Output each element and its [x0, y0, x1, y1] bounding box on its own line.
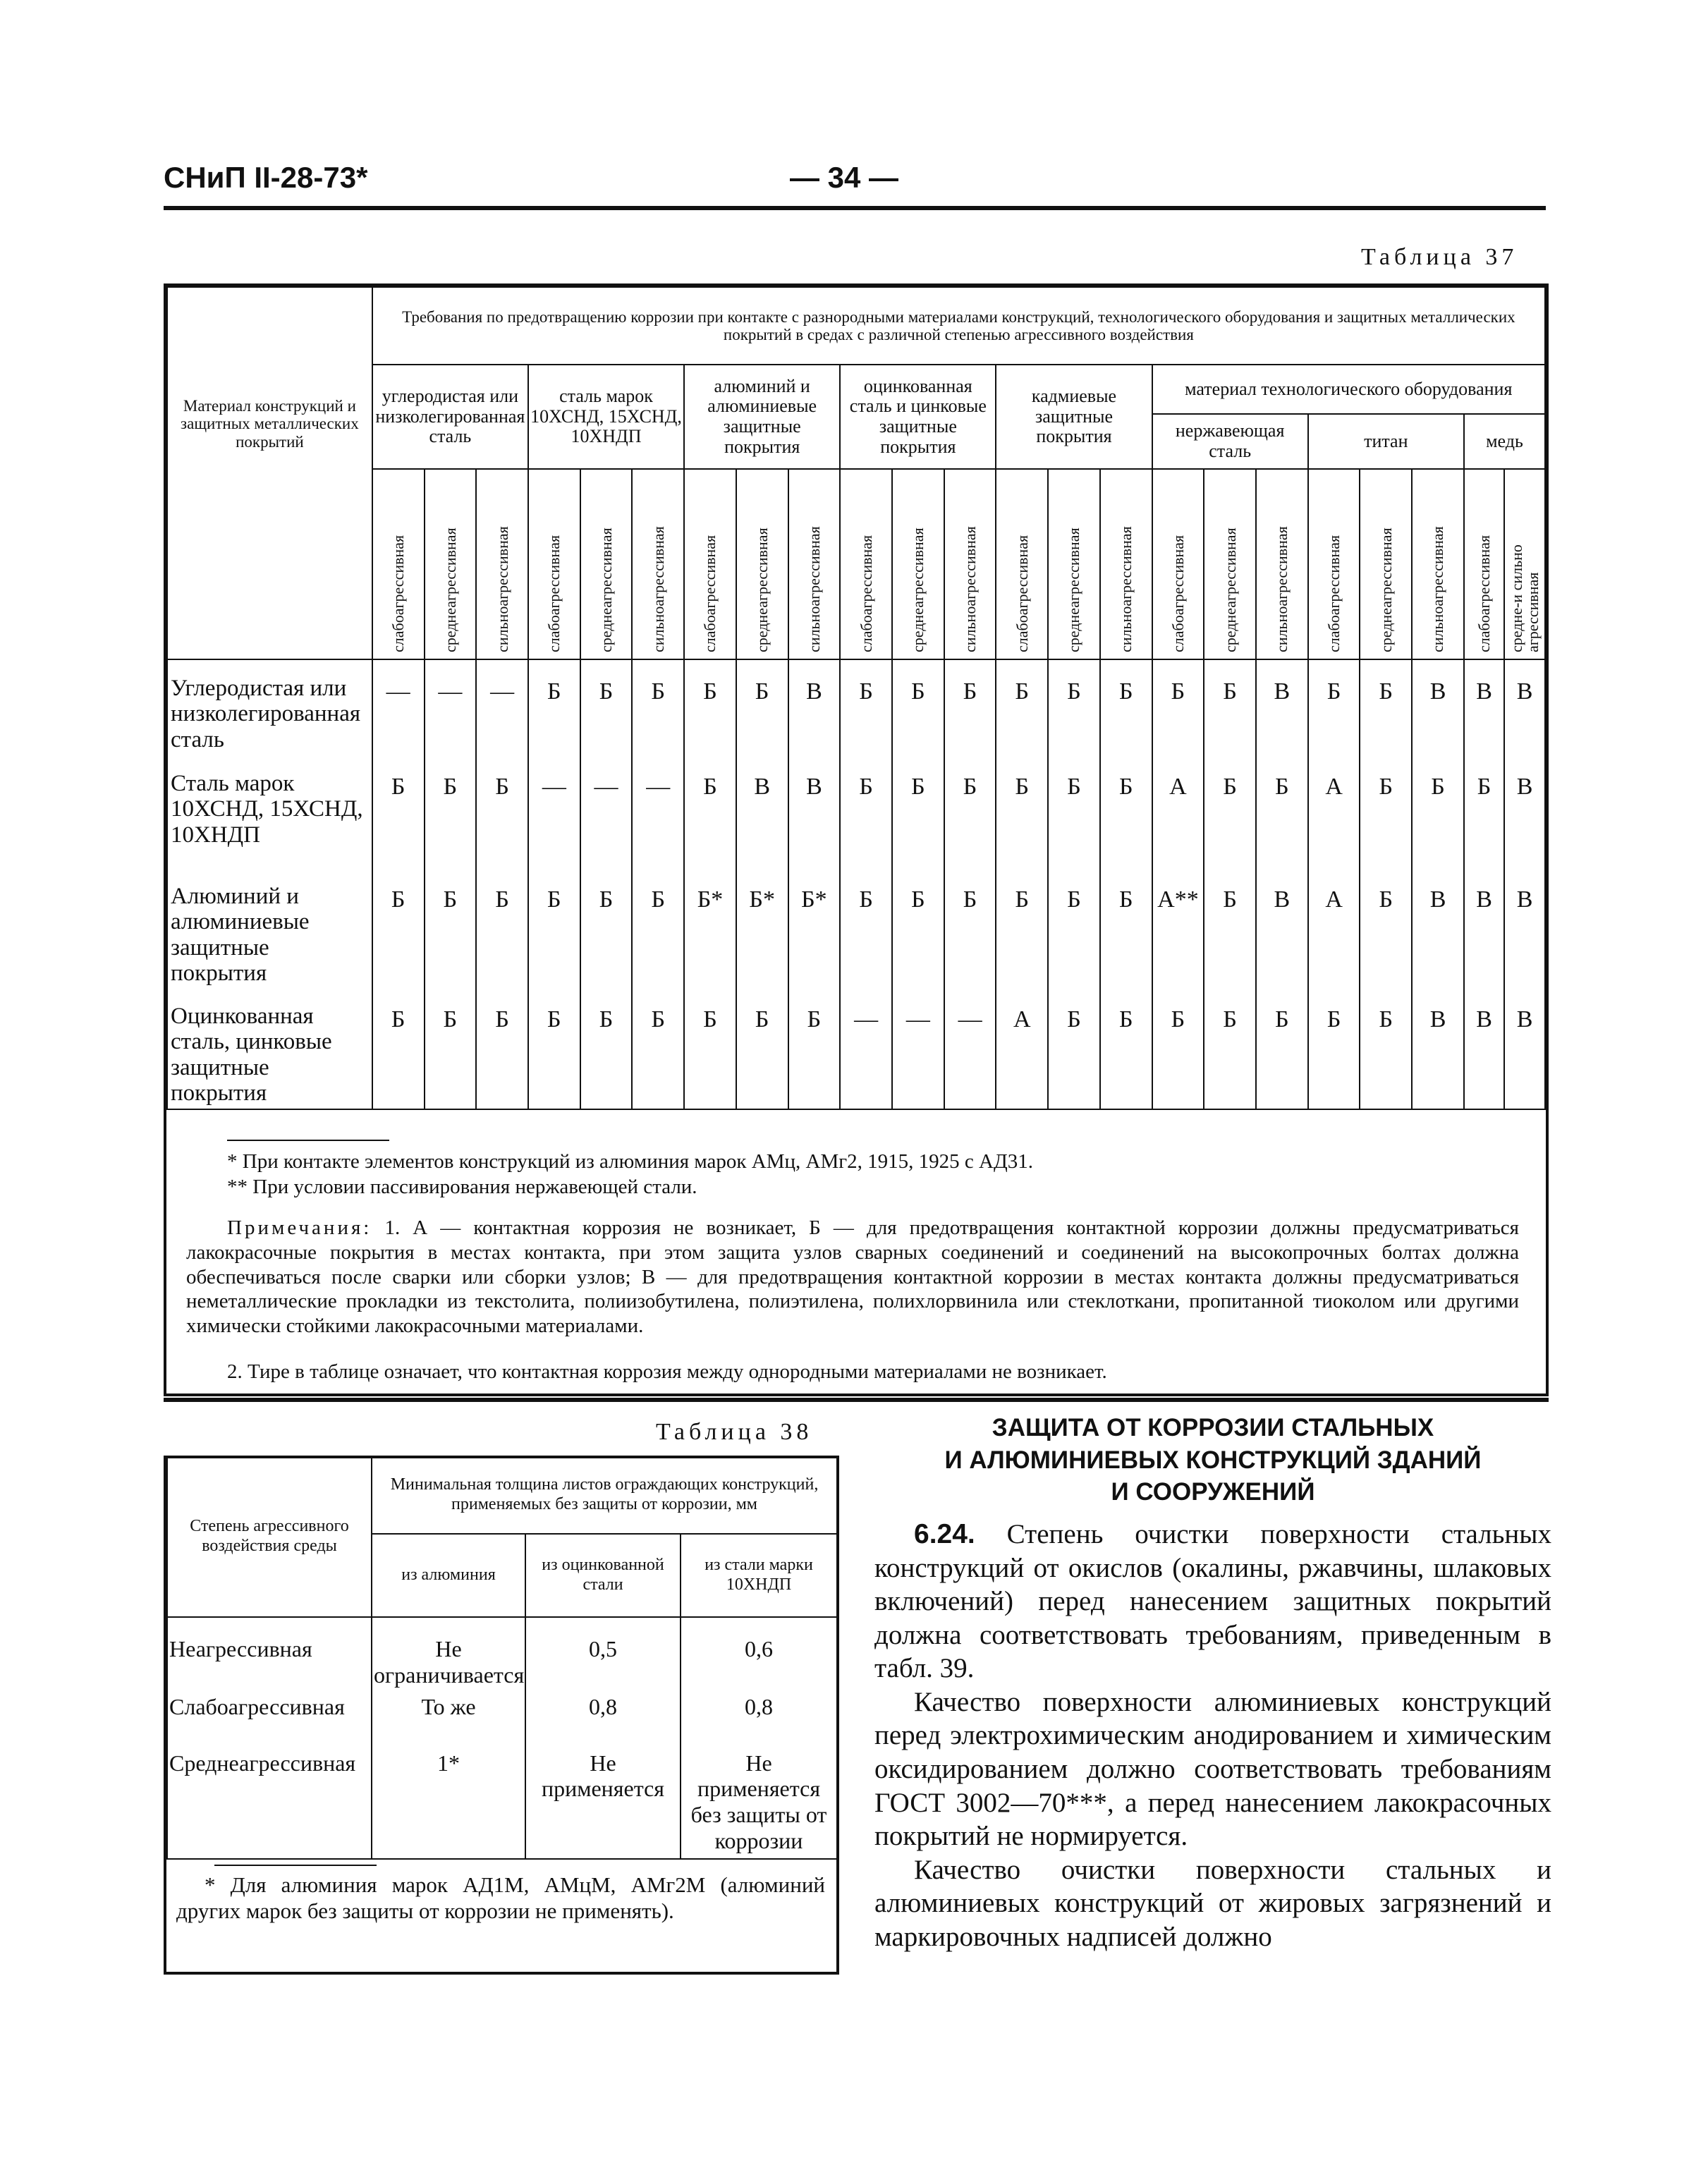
table37-cell: —: [840, 988, 892, 1109]
paragraph: Качество поверхности алюминиевых конструкций перед электрохимическим анодированием и химическим оксидированием должно соответствовать требованиям ГОСТ 3002—70***, а перед нанесением лакокрасочных покрытий не нормируется.: [874, 1686, 1551, 1852]
env-medium: среднеагрессивная: [1360, 469, 1412, 659]
table37-cell: Б: [1100, 659, 1152, 755]
table37-cell: В: [1412, 988, 1464, 1109]
table37-cell: Б: [528, 988, 580, 1109]
table37-cell: А: [996, 988, 1048, 1109]
table-row: [167, 1746, 837, 1859]
table37-cell: Б: [425, 868, 477, 988]
table37-super-header: Требования по предотвращению коррозии при контакте с разнородными материалами конструкций, технологического оборудования и защитных металлических покрытий в средах с различной степенью агрессивного воздействия: [372, 287, 1545, 365]
table37-cell: Б: [892, 868, 944, 988]
table37-cell: —: [476, 659, 528, 755]
table37-cell: В: [788, 755, 841, 868]
table37-cell: Б: [1048, 755, 1100, 868]
env-strong: сильноагрессивная: [944, 469, 996, 659]
table37-cell: Б: [1256, 755, 1308, 868]
table37-cell: Б: [1360, 755, 1412, 868]
footnote-2: ** При условии пассивирования нержавеющей стали.: [227, 1176, 697, 1198]
paragraph-text: Степень очистки поверхности стальных конструкций от окислов (окалины, ржавчины, шлаковых включений) перед нанесением защитных покрытий должна соответствовать требованиям, приведенным в табл. 39.: [874, 1519, 1552, 1684]
table38-cell: Не применяется: [525, 1746, 681, 1859]
table37-cell: Б*: [684, 868, 736, 988]
section-title: [874, 1412, 1551, 1508]
subgroup-stainless: нержавеющая сталь: [1152, 414, 1308, 469]
env-medium: среднеагрессивная: [580, 469, 633, 659]
env-strong: сильноагрессивная: [1412, 469, 1464, 659]
table37-cell: Б: [580, 659, 633, 755]
env-medium: среднеагрессивная: [1048, 469, 1100, 659]
table37-cell: Б: [1100, 988, 1152, 1109]
table37-cell: Б: [1100, 755, 1152, 868]
table37-cell: В: [1464, 868, 1504, 988]
env-weak: слабоагрессивная: [1152, 469, 1204, 659]
table37-cell: Б: [1360, 868, 1412, 988]
note-2: 2. Тире в таблице означает, что контактная коррозия между однородными материалами не возникает.: [227, 1360, 1107, 1383]
footnote-1: * При контакте элементов конструкций из алюминия марок АМц, АМг2, 1915, 1925 с АД31.: [227, 1150, 1033, 1173]
table37-cell: Б: [372, 755, 425, 868]
table37-cell: В: [1256, 868, 1308, 988]
table37-cell: Б: [736, 659, 788, 755]
table38-cell: 0,6: [681, 1617, 837, 1690]
table38-cell: 1*: [372, 1746, 525, 1859]
table37-cell: Б: [580, 988, 633, 1109]
table37-cell: Б: [528, 659, 580, 755]
table37-cell: —: [944, 988, 996, 1109]
notes-label: Примечания:: [227, 1216, 372, 1239]
table37-cell: В: [1504, 755, 1545, 868]
table37-cell: —: [632, 755, 684, 868]
table37-cell: А: [1308, 755, 1360, 868]
table37-cell: Б: [1152, 988, 1204, 1109]
table37-cell: Б: [425, 988, 477, 1109]
env-medium: среднеагрессивная: [1204, 469, 1256, 659]
table37-cell: Б: [425, 755, 477, 868]
env-strong: сильноагрессивная: [476, 469, 528, 659]
subgroup-titanium: титан: [1308, 414, 1464, 469]
table37-cell: Б: [1048, 988, 1100, 1109]
table37-cell: —: [580, 755, 633, 868]
table37-cell: Б: [1360, 659, 1412, 755]
env-weak: слабоагрессивная: [996, 469, 1048, 659]
table37-cell: Б: [996, 868, 1048, 988]
table38-cell: 0,8: [681, 1690, 837, 1746]
table37-row-header: Материал конструкций и защитных металлических покрытий: [167, 287, 372, 659]
table37-row-label: Оцинкованная сталь, цинковые защитные покрытия: [167, 988, 372, 1109]
table37-row-label: Сталь марок 10ХСНД, 15ХСНД, 10ХНДП: [167, 755, 372, 868]
env-strong: сильноагрессивная: [1256, 469, 1308, 659]
table37-cell: Б: [944, 659, 996, 755]
table37-cell: Б: [632, 868, 684, 988]
table37-cell: В: [1464, 659, 1504, 755]
table37-cell: Б: [476, 755, 528, 868]
table37-cell: Б: [372, 988, 425, 1109]
section-title-line: И СООРУЖЕНИЙ: [1111, 1478, 1315, 1506]
env-strong: сильноагрессивная: [1100, 469, 1152, 659]
table37-cell: В: [1504, 988, 1545, 1109]
table38-cell: 0,8: [525, 1690, 681, 1746]
table37-cell: Б: [528, 868, 580, 988]
env-medium: среднеагрессивная: [736, 469, 788, 659]
table37-cell: —: [528, 755, 580, 868]
table37: [166, 286, 1546, 1110]
table37-cell: Б: [1204, 755, 1256, 868]
group-steel-grades: сталь марок 10ХСНД, 15ХСНД, 10ХНДП: [528, 365, 684, 469]
table37-cell: В: [1412, 659, 1464, 755]
table37-row-label: Алюминий и алюминиевые защитные покрытия: [167, 868, 372, 988]
table38-sub-galvanized: из оцинкованной стали: [525, 1534, 681, 1617]
table37-cell: В: [1256, 659, 1308, 755]
table37-cell: А: [1308, 868, 1360, 988]
table37-cell: Б: [1360, 988, 1412, 1109]
table37-cell: Б: [580, 868, 633, 988]
table-row: [167, 659, 1545, 755]
table37-cell: Б: [1100, 868, 1152, 988]
table37-cell: Б: [632, 659, 684, 755]
table37-cell: Б: [996, 659, 1048, 755]
table37-body: [167, 659, 1545, 1109]
table37-cell: В: [736, 755, 788, 868]
table37-row-label: Углеродистая или низколегированная сталь: [167, 659, 372, 755]
table37-cell: Б: [944, 868, 996, 988]
table38-footnote: * Для алюминия марок АД1М, АМцМ, АМг2М (алюминий других марок без защиты от коррозии не применять).: [176, 1872, 825, 1924]
table37-cell: Б: [1256, 988, 1308, 1109]
paragraph-6-24: [874, 1518, 1551, 1685]
header-rule: [164, 206, 1546, 210]
table37-cell: Б: [372, 868, 425, 988]
table37-cell: Б: [476, 868, 528, 988]
table38-cell: 0,5: [525, 1617, 681, 1690]
table37-cell: Б: [840, 868, 892, 988]
table38-col-header: Степень агрессивного воздействия среды: [167, 1456, 372, 1617]
env-header-row: [167, 469, 1545, 659]
table37-cell: Б: [996, 755, 1048, 868]
paragraph: Качество очистки поверхности стальных и алюминиевых конструкций от жировых загрязнений и маркировочных надписей должно: [874, 1854, 1551, 1952]
table37-cell: В: [788, 659, 841, 755]
table37-cell: Б: [892, 659, 944, 755]
table37-cell: —: [892, 988, 944, 1109]
env-weak: слабоагрессивная: [684, 469, 736, 659]
table38-cell: То же: [372, 1690, 525, 1746]
table37-cell: В: [1504, 868, 1545, 988]
section-body: [874, 1518, 1551, 1954]
group-carbon-steel: углеродистая или низколегированная сталь: [372, 365, 528, 469]
table37-cell: Б: [840, 659, 892, 755]
table37-cell: Б: [684, 755, 736, 868]
table37-cell: Б: [788, 988, 841, 1109]
table38-super-header: Минимальная толщина листов ограждающих конструкций, применяемых без защиты от коррозии, мм: [372, 1456, 837, 1534]
table37-cell: Б: [736, 988, 788, 1109]
document-code: СНиП II-28-73*: [164, 161, 368, 194]
table37-cell: Б: [476, 988, 528, 1109]
env-medium: среднеагрессивная: [892, 469, 944, 659]
table37-cell: Б: [1308, 659, 1360, 755]
table38-row-label: Слабоагрессивная: [167, 1690, 372, 1746]
table37-cell: Б*: [788, 868, 841, 988]
table38-sub-steel: из стали марки 10ХНДП: [681, 1534, 837, 1617]
env-medium-strong: средне-и сильно агрессивная: [1504, 469, 1545, 659]
footnote-rule: [227, 1140, 389, 1141]
table37-cell: Б: [1464, 755, 1504, 868]
table37-cell: Б: [1204, 868, 1256, 988]
table37-cell: В: [1464, 988, 1504, 1109]
subgroup-copper: медь: [1464, 414, 1545, 469]
env-strong: сильноагрессивная: [788, 469, 841, 659]
table37-cell: Б: [1048, 659, 1100, 755]
table38-bottom-rule: [164, 1972, 839, 1975]
env-weak: слабоагрессивная: [372, 469, 425, 659]
table-row: [167, 988, 1545, 1109]
table37-cell: Б: [684, 988, 736, 1109]
table37-cell: В: [1412, 868, 1464, 988]
table37-cell: А**: [1152, 868, 1204, 988]
table37-cell: Б: [1308, 988, 1360, 1109]
group-equipment-material: материал технологического оборудования: [1152, 365, 1545, 414]
table38-row-label: Неагрессивная: [167, 1617, 372, 1690]
section-title-line: И АЛЮМИНИЕВЫХ КОНСТРУКЦИЙ ЗДАНИЙ: [944, 1446, 1482, 1474]
table37-cell: —: [372, 659, 425, 755]
env-medium: среднеагрессивная: [425, 469, 477, 659]
table37-cell: Б: [1048, 868, 1100, 988]
table37-caption: Таблица 37: [1361, 244, 1518, 270]
table38-footnote-rule: [214, 1865, 377, 1866]
env-weak: слабоагрессивная: [840, 469, 892, 659]
table37-cell: Б: [944, 755, 996, 868]
table37-cell: Б: [632, 988, 684, 1109]
table-row: [167, 1617, 837, 1690]
paragraph-number: 6.24.: [914, 1519, 975, 1549]
table38-caption: Таблица 38: [656, 1419, 813, 1445]
table38-cell: Не ограничивается: [372, 1617, 525, 1690]
table38-frame: [164, 1456, 839, 1973]
table37-cell: Б: [1204, 988, 1256, 1109]
table-row: [167, 1690, 837, 1746]
table37-cell: А: [1152, 755, 1204, 868]
env-weak: слабоагрессивная: [1464, 469, 1504, 659]
table37-frame: [164, 283, 1549, 1396]
table37-cell: Б*: [736, 868, 788, 988]
table38-sub-aluminium: из алюминия: [372, 1534, 525, 1617]
section-title-line: ЗАЩИТА ОТ КОРРОЗИИ СТАЛЬНЫХ: [992, 1414, 1434, 1441]
table37-cell: Б: [840, 755, 892, 868]
table37-cell: Б: [1204, 659, 1256, 755]
note-1: [186, 1216, 1519, 1338]
table38-row-label: Среднеагрессивная: [167, 1746, 372, 1859]
table38: [166, 1456, 838, 1860]
group-galvanized: оцинкованная сталь и цинковые защитные покрытия: [840, 365, 996, 469]
table37-cell: —: [425, 659, 477, 755]
env-weak: слабоагрессивная: [1308, 469, 1360, 659]
group-cadmium: кадмиевые защитные покрытия: [996, 365, 1152, 469]
table-row: [167, 755, 1545, 868]
table-row: [167, 868, 1545, 988]
env-weak: слабоагрессивная: [528, 469, 580, 659]
table37-bottom-rule: [164, 1398, 1549, 1402]
table37-cell: Б: [1412, 755, 1464, 868]
table38-cell: Не применяется без защиты от коррозии: [681, 1746, 837, 1859]
group-aluminium: алюминий и алюминиевые защитные покрытия: [684, 365, 840, 469]
table37-cell: Б: [684, 659, 736, 755]
note-1-text: 1. А — контактная коррозия не возникает, Б — для предотвращения контактной коррозии должны предусматриваться лакокрасочные покрытия в местах контакта, при этом защита узлов сварных соединений и соединений на высокопрочных болтах должна обеспечиваться после сварки или сборки узлов; В — для предотвращения контактной коррозии в местах контакта должны предусматриваться неметаллические прокладки из текстолита, полиизобутилена, полиэтилена, полихлорвинила или стеклоткани, пропитанной тиоколом или другими химически стойкими лакокрасочными материалами.: [186, 1216, 1520, 1338]
table37-cell: Б: [1152, 659, 1204, 755]
env-strong: сильноагрессивная: [632, 469, 684, 659]
page-number: — 34 —: [790, 161, 899, 194]
table37-cell: Б: [892, 755, 944, 868]
table37-cell: В: [1504, 659, 1545, 755]
